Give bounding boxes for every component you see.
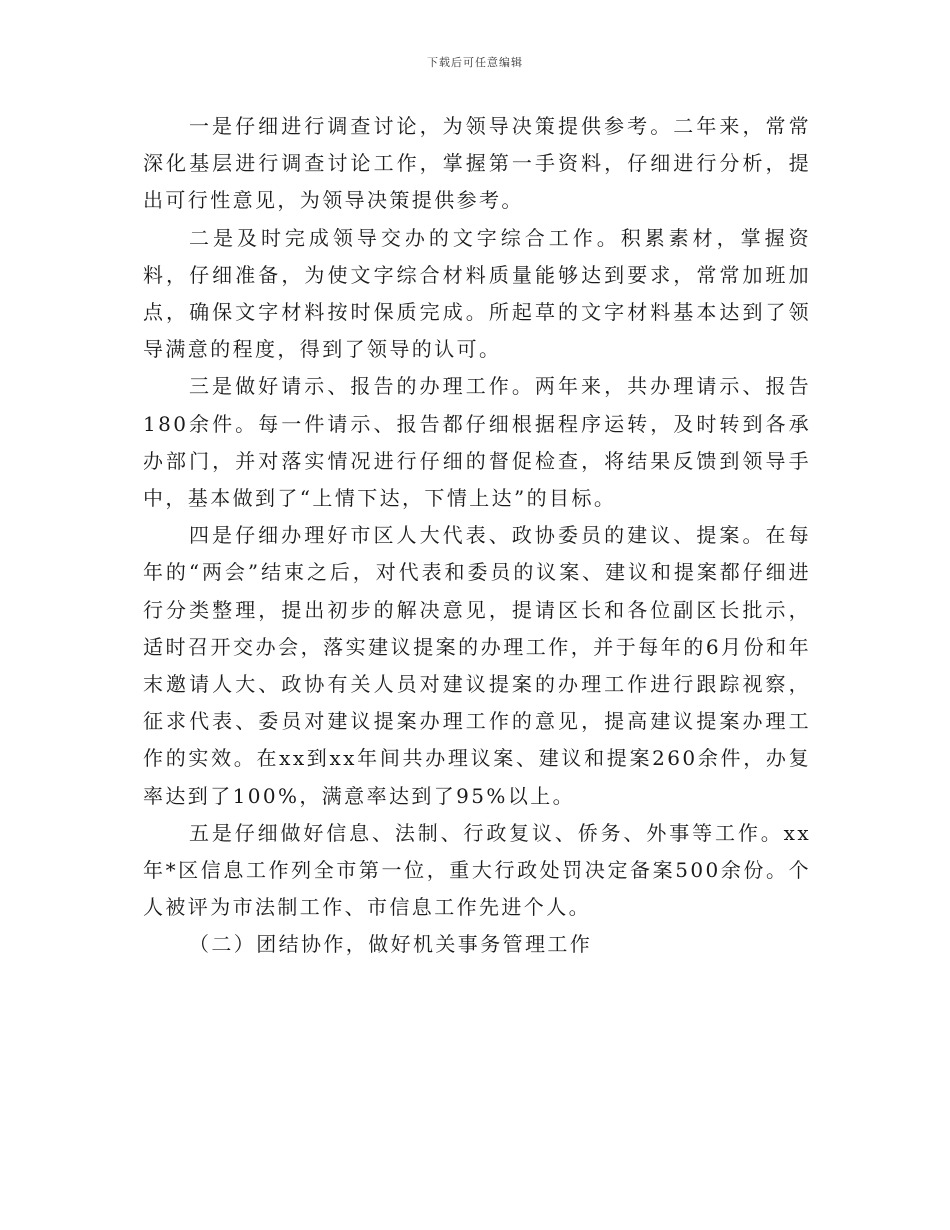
- paragraph-2: 二是及时完成领导交办的文字综合工作。积累素材，掌握资料，仔细准备，为使文字综合材料质量能够达到要求，常常加班加点，确保文字材料按时保质完成。所起草的文字材料基本达到了领导满意的程度，得到了领导的认可。: [143, 225, 811, 362]
- paragraph-4: 四是仔细办理好市区人大代表、政协委员的建议、提案。在每年的“两会”结束之后，对代表和委员的议案、建议和提案都仔细进行分类整理，提出初步的解决意见，提请区长和各位副区长批示，适时召开交办会，落实建议提案的办理工作，并于每年的6月份和年末邀请人大、政协有关人员对建议提案的办理工作进行跟踪视察，征求代表、委员对建议提案办理工作的意见，提高建议提案办理工作的实效。在xx到xx年间共办理议案、建议和提案260余件，办复率达到了100%，满意率达到了95%以上。: [143, 523, 811, 808]
- page-header: 下载后可任意编辑: [427, 56, 523, 69]
- document-body: [143, 108, 811, 964]
- paragraph-5: 五是仔细做好信息、法制、行政复议、侨务、外事等工作。xx年*区信息工作列全市第一位，重大行政处罚决定备案500余份。个人被评为市法制工作、市信息工作先进个人。: [143, 820, 811, 920]
- paragraph-1: 一是仔细进行调查讨论，为领导决策提供参考。二年来，常常深化基层进行调查讨论工作，掌握第一手资料，仔细进行分析，提出可行性意见，为领导决策提供参考。: [143, 114, 811, 213]
- section-heading: （二）团结协作，做好机关事务管理工作: [189, 932, 593, 957]
- paragraph-3: 三是做好请示、报告的办理工作。两年来，共办理请示、报告180余件。每一件请示、报告都仔细根据程序运转，及时转到各承办部门，并对落实情况进行仔细的督促检查，将结果反馈到领导手中，基本做到了“上情下达，下情上达”的目标。: [143, 374, 811, 511]
